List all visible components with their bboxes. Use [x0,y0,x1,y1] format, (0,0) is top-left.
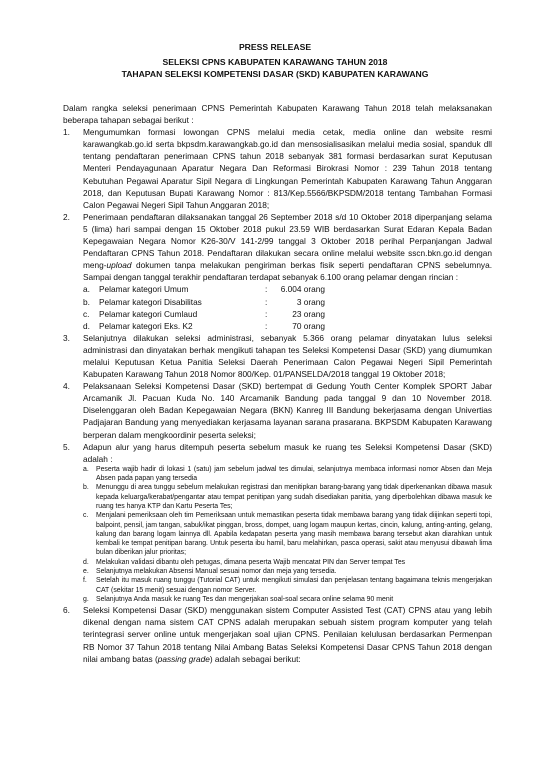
item-number: 5. [63,441,70,452]
item-text: dokumen tanpa melakukan pengiriman berkas fisik seperti pendaftaran CPNS sebelumnya. Sampai dengan tanggal terakhir pendaftaran terdapat sebanyak 6.100 orang pelamar dengan rincian : [83,260,492,283]
item-number: 1. [63,127,70,138]
step-text: Menunggu di area tunggu sebelum melakukan registrasi dan menitipkan barang-barang yang tidak diperkenankan dibawa masuk kepada keluarga/kerabat/pengantar atau tempat penitipan yang sudah disediakan panitia, yang diperbolehkan dibawa masuk ke ruang tes hanya KTP dan Kartu Peserta Tes; [96,484,492,510]
category-name: Pelamar kategori Disabilitas [99,296,202,307]
item-number: 4. [63,381,70,392]
step-text: Selanjutnya Anda masuk ke ruang Tes dan mengerjakan soal-soal secara online selama 90 menit [96,595,394,603]
list-item [63,380,492,440]
category-count: 3 orang [296,296,325,307]
category-count: 70 orang [292,320,325,331]
step-text: Setelah itu masuk ruang tunggu (Tutorial CAT) untuk mengikuti simulasi dan penjelasan tentang bagaimana teknis mengerjakan CAT (sekitar 15 menit) sesuai dengan nomor Server. [96,577,492,594]
item-number: 2. [63,211,70,222]
item-text: ) adalah sebagai berikut: [209,653,301,664]
list-item: b. Menunggu di area tunggu sebelum melakukan registrasi dan menitipkan barang-barang yang tidak diperkenankan dibawa masuk kepada keluarga/kerabat/pengantar atau tempat penitipan yang sudah disediakan panitia, yang diperbolehkan dibawa masuk ke ruang tes hanya KTP dan Kartu Peserta Tes; [83,484,492,510]
item-number: 3. [63,332,70,343]
item-text: Mengumumkan formasi lowongan CPNS melalui media cetak, media online dan website resmi karawangkab.go.id serta bkpsdm.karawangkab.go.id dan mensosialisasikan melalui media sosial, spanduk dll tentang pendaftaran penerimaan CPNS tahun 2018 sebanyak 381 formasi berdasarkan surat Keputusan Menteri Pendayagunaan Aparatur Negara Dan Reformasi Birokrasi Nomor : 239 Tahun 2018 tentang Kebutuhan Pegawai Aparatur Sipil Negara di Lingkungan Pemerintah Kabupaten Karawang Tahun Anggaran 2018, dan Keputusan Bupati Karawang Nomor : 813/Kep.5566/BKPSDM/2018 tentang Tambahan Formasi Calon Pegawai Negeri Sipil Tahun Anggaran 2018; [83,127,492,210]
list-item: a. Peserta wajib hadir di lokasi 1 (satu) jam sebelum jadwal tes dimulai, selanjutnya membaca informasi nomor Absen dan Meja Absen pada papan yang tersedia [83,465,492,483]
list-item: b. Pelamar kategori Disabilitas : 3 orang [83,296,325,307]
category-name: Pelamar kategori Umum [99,284,189,295]
step-text: Peserta wajib hadir di lokasi 1 (satu) jam sebelum jadwal tes dimulai, selanjutnya membaca informasi nomor Absen dan Meja Absen pada papan yang tersedia [96,465,492,483]
item-text-italic: passing grade [157,653,210,664]
list-item [63,604,492,664]
step-text: Menjalani pemeriksaan oleh tim Pemeriksaan untuk memastikan peserta tidak membawa barang yang tidak diijinkan seperti topi, balpoint, pensil, jam tangan, sabuk/ikat pinggan, bross, dompet, uang logam maupun kertas, cincin, kalung, anting-anting, gelang, kalung dan barang logam lainnya dll. Apabila kedapatan peserta yang masih membawa barang tersebut akan diarahkan untuk kembali ke tempat penitipan barang. Untuk peserta ibu hamil, baru melahirkan, pasca operasi, sakit atau menyusui dibawah lima bulan diberikan jalur prioritas; [96,512,492,557]
stage-list [63,126,492,665]
item-text: Seleksi Kompetensi Dasar (SKD) menggunakan sistem Computer Assisted Test (CAT) CPNS atau yang lebih dikenal dengan nama sistem CAT CPNS adalah merupakan sebuah sistem program komputer yang telah terintegrasi server online untuk mengerjakan soal ujian CPNS. Penilaian kelulusan berdasarkan Permenpan RB Nomor 37 Tahun 2018 tentang Nilai Ambang Batas Seleksi Kompetensi Dasar CPNS Tahun 2018 dengan nilai ambang batas ( [83,605,492,664]
list-item: c. Pelamar kategori Cumlaud : 23 orang [83,308,325,319]
list-item [63,441,492,605]
doc-label: PRESS RELEASE [238,42,312,52]
list-item: d. Pelamar kategori Eks. K2 : 70 orang [83,320,325,331]
list-item: e. Selanjutnya melakukan Absensi Manual sesuai nomor dan meja yang tersedia. [83,568,337,576]
list-item: f. Setelah itu masuk ruang tunggu (Tutorial CAT) untuk mengikuti simulasi dan penjelasan tentang bagaimana teknis mengerjakan CAT (sekitar 15 menit) sesuai dengan nomor Server. [83,577,492,594]
category-count: 6.004 orang [280,284,325,295]
category-count: 23 orang [292,308,325,319]
intro-paragraph: Dalam rangka seleksi penerimaan CPNS Pemerintah Kabupaten Karawang Tahun 2018 telah melaksanakan beberapa tahapan sebagai berikut : [63,103,492,126]
step-text: Selanjutnya melakukan Absensi Manual sesuai nomor dan meja yang tersedia. [96,568,337,576]
step-text: Melakukan validasi dibantu oleh petugas, dimana peserta Wajib mencatat PIN dan Server tempat Tes [96,558,406,566]
item-text: Adapun alur yang harus ditempuh peserta sebelum masuk ke ruang tes Seleksi Kompetensi Dasar (SKD) adalah : [83,441,492,464]
doc-title: SELEKSI CPNS KABUPATEN KARAWANG TAHUN 2018 [162,57,388,67]
applicant-category-list [83,283,492,331]
document-body [63,102,492,665]
test-flow-steps [83,465,492,604]
category-name: Pelamar kategori Cumlaud [99,308,198,319]
item-text: Pelaksanaan Seleksi Kompetensi Dasar (SKD) bertempat di Gedung Youth Center Komplek SPORT Jabar Arcamanik Jl. Pacuan Kuda No. 140 Arcamanik Bandung pada tanggal 9 dan 10 November 2018. Diselenggaran oleh Badan Kepegawaian Negara (BKN) Kanreg III Bandung bekerjasama dengan Univertias Padjajaran Bandung yang menyediakan kerjasama layanan sarana prasarana. BKPSDM Kabupaten Karawang berperan dalam mengkoordinir peserta seleksi; [83,381,492,440]
list-item [63,332,492,380]
item-text: Penerimaan pendaftaran dilaksanakan tanggal 26 September 2018 s/d 10 Oktober 2018 diperpanjang selama 5 (lima) hari sampai dengan 15 Oktober 2018 pukul 23.59 WIB berdasarkan Surat Edaran Kepala Badan Kepegawaian Negara Nomor K26-30/V 141-2/99 tanggal 3 Oktober 2018 perihal Perpanjangan Jadwal Pendaftaran CPNS Tahun 2018. Pendaftaran dilakukan secara online melalui website sscn.bkn.go.id dengan meng- [83,211,492,271]
list-item [63,126,492,211]
list-item: d. Melakukan validasi dibantu oleh petugas, dimana peserta Wajib mencatat PIN dan Server tempat Tes [83,558,406,566]
category-name: Pelamar kategori Eks. K2 [99,320,193,331]
list-item: a. Pelamar kategori Umum : 6.004 orang [83,284,325,295]
list-item: c. Menjalani pemeriksaan oleh tim Pemeriksaan untuk memastikan peserta tidak membawa barang yang tidak diijinkan seperti topi, balpoint, pensil, jam tangan, sabuk/ikat pinggan, bross, dompet, uang logam maupun kertas, cincin, kalung, anting-anting, gelang, kalung dan barang logam lainnya dll. Apabila kedapatan peserta yang masih membawa barang tersebut akan diarahkan untuk kembali ke tempat penitipan barang. Untuk peserta ibu hamil, baru melahirkan, pasca operasi, sakit atau menyusui dibawah lima bulan diberikan jalur prioritas; [83,512,492,557]
item-text: Selanjutnya dilakukan seleksi administrasi, sebanyak 5.366 orang pelamar dinyatakan lulus seleksi administrasi dan dinyatakan berhak mengikuti tahapan tes Seleksi Kompetensi Dasar (SKD) yang diumumkan melalui Keputusan Ketua Panitia Seleksi Daerah Penerimaan Calon Pegawai Negeri Sipil Pemerintah Kabupaten Karawang Tahun 2018 Nomor 800/Kep. 01/PANSELDA/2018 tanggal 19 Oktober 2018; [83,332,492,380]
list-item: g. Selanjutnya Anda masuk ke ruang Tes dan mengerjakan soal-soal secara online selama 90 menit [83,595,394,603]
item-number: 6. [63,605,70,616]
item-text-italic: upload [106,260,132,271]
doc-subtitle: TAHAPAN SELEKSI KOMPETENSI DASAR (SKD) KABUPATEN KARAWANG [121,69,429,79]
list-item [63,211,492,332]
